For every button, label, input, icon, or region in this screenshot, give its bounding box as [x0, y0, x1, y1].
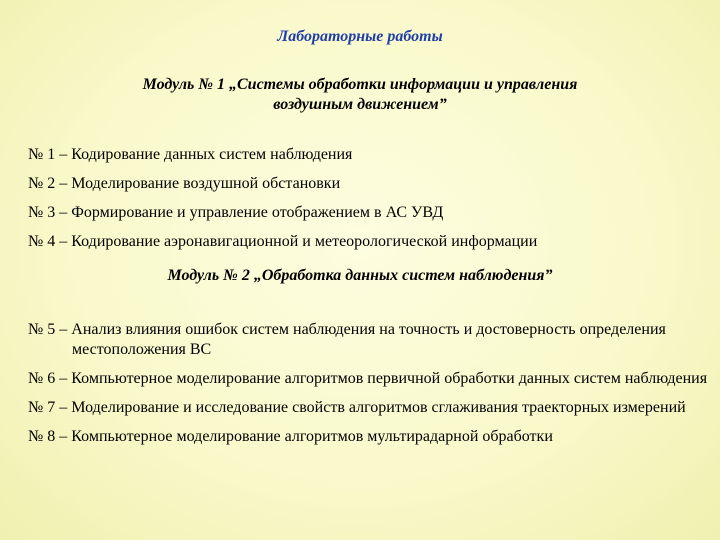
module-1-lab-list	[28, 145, 708, 261]
module-2-heading: Модуль № 2 „Обработка данных систем наблюдения”	[167, 267, 553, 284]
module-1-heading	[0, 75, 720, 115]
lab-item-4: № 4 – Кодирование аэронавигационной и метеорологической информации	[28, 233, 538, 250]
lab-item-5: № 5 – Анализ влияния ошибок систем наблюдения на точность и достоверность определения местоположения ВС	[28, 321, 666, 358]
lab-item-6: № 6 – Компьютерное моделирование алгоритмов первичной обработки данных систем наблюдения	[28, 370, 708, 387]
lab-item-7: № 7 – Моделирование и исследование свойств алгоритмов сглаживания траекторных измерений	[28, 399, 686, 416]
module-1-heading-line-2: воздушным движением”	[273, 96, 447, 113]
lab-item-3: № 3 – Формирование и управление отображением в АС УВД	[28, 204, 444, 221]
lab-item-1: № 1 – Кодирование данных систем наблюдения	[28, 146, 353, 163]
module-2-lab-list	[28, 320, 708, 456]
module-1-heading-line-1: Модуль № 1 „Системы обработки информации и управления	[142, 76, 578, 93]
page-title: Лабораторные работы	[277, 28, 443, 45]
lab-item-2: № 2 – Моделирование воздушной обстановки	[28, 175, 341, 192]
lab-item-8: № 8 – Компьютерное моделирование алгоритмов мультирадарной обработки	[28, 428, 553, 445]
